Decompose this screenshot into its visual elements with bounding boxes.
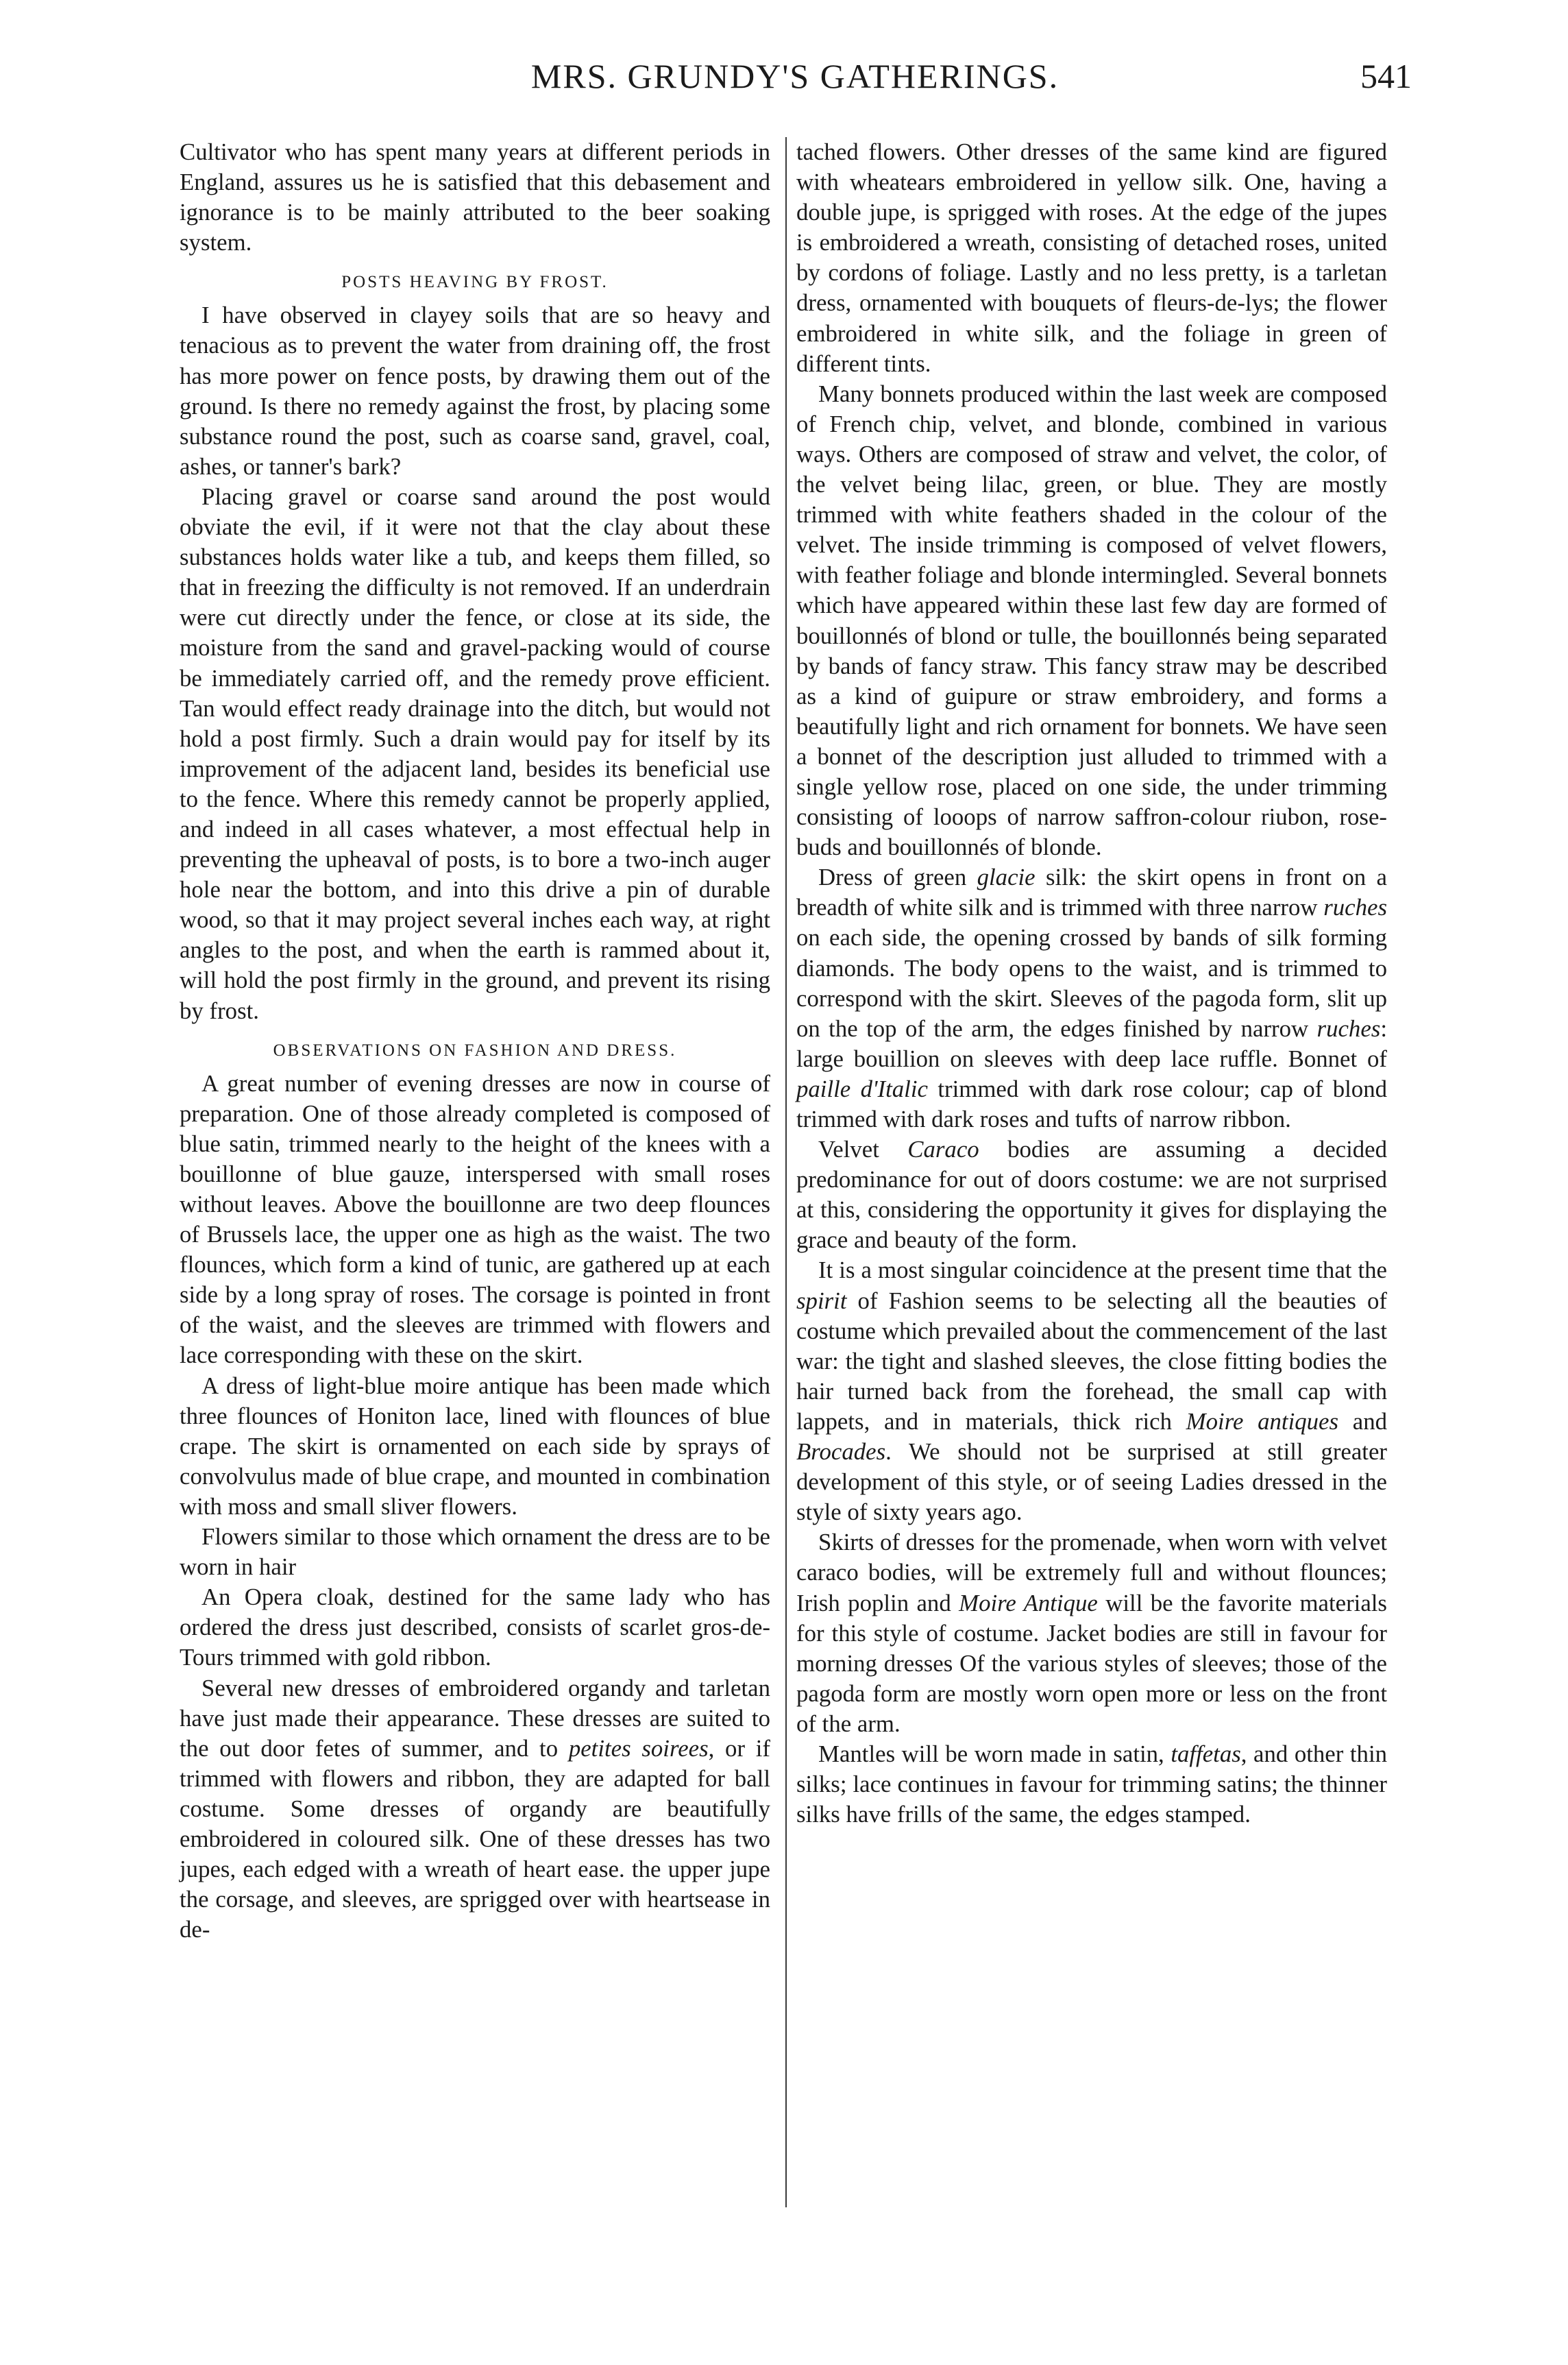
italic-text: glacie [977,864,1036,891]
right-column [796,137,1387,1830]
paragraph [796,1739,1387,1830]
italic-text: taffetas [1171,1740,1241,1767]
italic-text: paille d'Italic [796,1075,928,1102]
left-column [180,137,770,1945]
paragraph [796,1527,1387,1739]
paragraph: An Opera cloak, destined for the same lady who has ordered the dress just described, consists of scarlet gros-de-Tours trimmed with gold ribbon. [180,1584,770,1671]
text-run: Skirts of dresses for the promenade, when worn with velvet caraco bodies, will be extremely full and without flounces; Irish poplin and [796,1529,1387,1616]
paragraph: Flowers similar to those which ornament the dress are to be worn in hair [180,1523,770,1581]
text-run: on each side, the opening crossed by bands of silk forming diamonds. The body opens to the waist, and is trimmed to correspond with the skirt. Sleeves of the pagoda form, slit up on the top of the arm, the edges finished by narrow [796,924,1387,1042]
paragraph: A great number of evening dresses are now in course of preparation. One of those already completed is composed of blue satin, trimmed nearly to the height of the knees with a bouillonne of blue gauze, interspersed with small roses without leaves. Above the bouillonne are two deep flounces of Brussels lace, the upper one as high as the waist. The two flounces, which form a kind of tunic, are gathered up at each side by a long spray of roses. The corsage is pointed in front of the waist, and the sleeves are trimmed with flowers and lace corresponding with these on the skirt. [180,1069,770,1369]
paragraph [796,1135,1387,1255]
paragraph [796,1255,1387,1527]
italic-text: Moire antiques [1186,1407,1339,1435]
paragraph: Placing gravel or coarse sand around the post would obviate the evil, if it were not that the clay about these substances holds water like a tub, and keeps them filled, so that in freezing the difficulty is not removed. If an underdrain were cut directly under the fence, or close at its side, the moisture from the sand and gravel-packing would of course be immediately carried off, and the remedy prove efficient. Tan would effect ready drainage into the ditch, but would not hold a post firmly. Such a drain would pay for itself by its improvement of the adjacent land, besides its beneficial use to the fence. Where this remedy cannot be properly applied, and indeed in all cases whatever, a most effectual help in preventing the upheaval of posts, is to bore a two-inch auger hole near the bottom, and into this drive a pin of durable wood, so that it may project several inches each way, at right angles to the post, and when the earth is rammed about it, will hold the post firmly in the ground, and prevent its rising by frost. [180,483,770,1024]
paragraph [796,862,1387,1135]
italic-text: Caraco [907,1136,979,1163]
paragraph: tached flowers. Other dresses of the same kind are figured with wheatears embroidered in yellow silk. One, having a double jupe, is sprigged with roses. At the edge of the jupes is embroidered a wreath, consisting of detached roses, united by cordons of foliage. Lastly and no less pretty, is a tarletan dress, ornamented with bouquets of fleurs-de-lys; the flower embroidered in white silk, and the foliage in green of different tints. [796,138,1387,377]
text-run: It is a most singular coincidence at the present time that the [818,1257,1387,1284]
italic-text: ruches [1323,894,1387,921]
text-run: bodies are assuming a decided predominance for out of doors costume: we are not surprised at this, considering the opportunity it gives for displaying the grace and beauty of the form. [796,1136,1387,1254]
text-run: Mantles will be worn made in satin, [818,1740,1171,1767]
text-run: , and other thin silks; lace continues in favour for trimming satins; the thinner silks have frills of the same, the edges stamped. [796,1740,1388,1828]
text-run: Velvet [818,1136,908,1163]
italic-text: Moire Antique [959,1589,1098,1616]
text-run: . We should not be surprised at still greater development of this style, or of seeing Ladies dressed in the style of sixty years ago. [796,1438,1387,1526]
text-run: of Fashion seems to be selecting all the beauties of costume which prevailed about the commencement of the last war: the tight and slashed sleeves, the close fitting bodies the hair turned back from the forehead, the small cap with lappets, and in materials, thick rich [796,1287,1387,1435]
italic-text: Brocades [796,1438,886,1466]
section-heading-posts-heaving: POSTS HEAVING BY FROST. [341,273,609,292]
text-run: trimmed with dark rose colour; cap of blond trimmed with dark roses and tufts of narrow ribbon. [796,1075,1387,1132]
paragraph: I have observed in clayey soils that are so heavy and tenacious as to prevent the water from draining off, the frost has more power on fence posts, by drawing them out of the ground. Is there no remedy against the frost, by placing some substance round the post, such as coarse sand, gravel, coal, ashes, or tanner's bark? [180,302,770,480]
page-title: MRS. GRUNDY'S GATHERINGS. [530,57,1059,95]
paragraph: A dress of light-blue moire antique has been made which three flounces of Honiton lace, lined with flounces of blue crape. The skirt is ornamented on each side by sprays of convolvulus made of blue crape, and mounted in combination with moss and small sliver flowers. [180,1372,770,1520]
text-run: silk: the skirt opens in front on a breadth of white silk and is trimmed with three narrow [796,864,1387,921]
text-run: Dress of green [818,864,977,891]
paragraph: Many bonnets produced within the last week are composed of French chip, velvet, and blonde, combined in various ways. Others are composed of straw and velvet, the color, of the velvet being lilac, green, or blue. They are mostly trimmed with white feathers shaded in the colour of the velvet. The inside trimming is composed of velvet flowers, with feather foliage and blonde intermingled. Several bonnets which have appeared within these last few day are formed of bouillonnés of blond or tulle, the bouillonnés being separated by bands of fancy straw. This fancy straw may be described as a kind of guipure or straw embroidery, and forms a beautifully light and rich ornament for bonnets. We have seen a bonnet of the description just alluded to trimmed with a single yellow rose, placed on one side, the under trimming consisting of looops of narrow saffron-colour riubon, rose-buds and bouillonnés of blonde. [796,380,1387,861]
text-run: , or if trimmed with flowers and ribbon, they are adapted for ball costume. Some dresses of organdy are beautifully embroidered in coloured silk. One of these dresses has two jupes, each edged with a wreath of heart ease. the upper jupe the corsage, and sleeves, are sprigged over with heartsease in de- [180,1734,770,1943]
text-run: and [1338,1407,1387,1435]
italic-text: petites soirees [568,1734,709,1762]
running-head [178,56,1412,104]
italic-text: spirit [796,1287,847,1314]
italic-text: ruches [1316,1015,1381,1042]
text-run: : large bouillion on sleeves with deep lace ruffle. Bonnet of [796,1015,1387,1072]
text-run: Several new dresses of embroidered organdy and tarletan have just made their appearance. These dresses are suited to the out door fetes of summer, and to [180,1674,770,1762]
paragraph: Cultivator who has spent many years at different periods in England, assures us he is satisfied that this debasement and ignorance is to be mainly attributed to the beer soaking system. [180,138,770,256]
section-heading-fashion: OBSERVATIONS ON FASHION AND DRESS. [273,1041,677,1060]
paragraph [180,1673,770,1945]
text-run: will be the favorite materials for this style of costume. Jacket bodies are still in favour for morning dresses Of the various styles of sleeves; those of the pagoda form are mostly worn open more or less on the front of the arm. [796,1589,1387,1737]
column-divider [785,137,787,2207]
page-number: 541 [1360,57,1412,95]
